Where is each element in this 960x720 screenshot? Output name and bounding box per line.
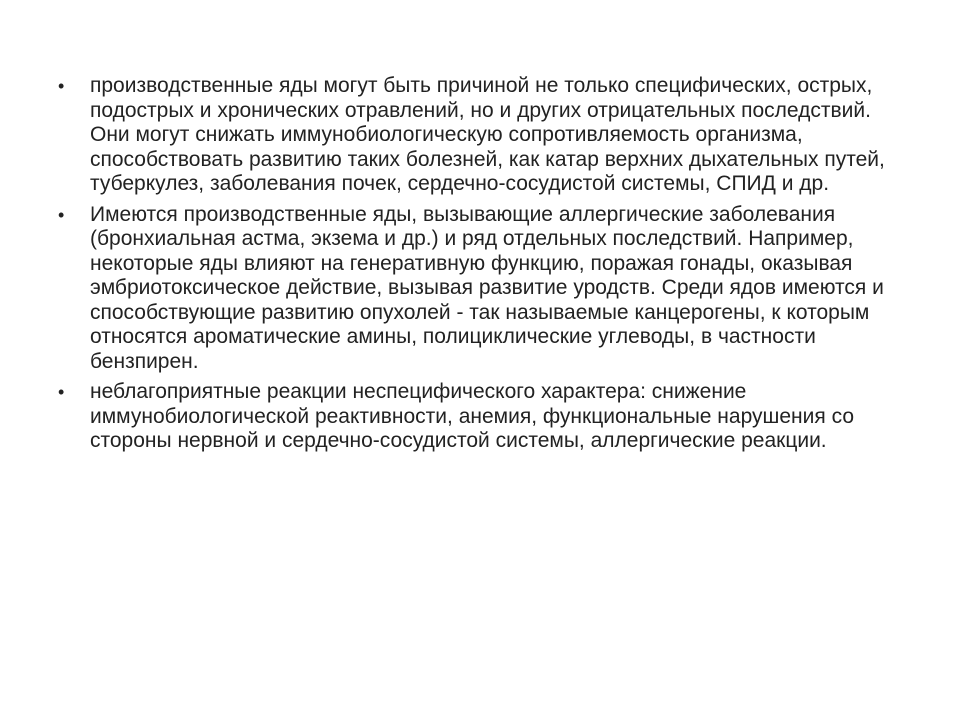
bullet-item xyxy=(56,74,916,197)
slide-content xyxy=(56,74,916,460)
bullet-icon: • xyxy=(58,76,65,96)
bullet-icon: • xyxy=(58,204,65,225)
bullet-text: неблагоприятные реакции неспецифического характера: снижение иммунобиологической реактивности, анемия, функциональные нарушения со стороны нервной и сердечно-сосудистой системы, аллергические реакции. xyxy=(90,380,854,452)
bullet-list xyxy=(56,74,916,454)
bullet-icon: • xyxy=(58,382,65,402)
bullet-text: Имеются производственные яды, вызывающие аллергические заболевания (бронхиальная астма, экзема и др.) и ряд отдельных последствий. Например, некоторые яды влияют на генеративную функцию, поражая гонады, оказывая эмбриотоксическое действие, вызывая развитие уродств. Среди ядов имеются и способствующие развитию опухолей - так называемые канцерогены, к которым относятся ароматические амины, полициклические углеводы, в частности бензпирен. xyxy=(90,202,884,373)
bullet-text: производственные яды могут быть причиной не только специфических, острых, подострых и хронических отравлений, но и других отрицательных последствий. Они могут снижать иммунобиологическую сопротивляемость организма, способствовать развитию таких болезней, как катар верхних дыхательных путей, туберкулез, заболевания почек, сердечно-сосудистой системы, СПИД и др. xyxy=(90,74,885,195)
bullet-item xyxy=(56,203,916,375)
bullet-item xyxy=(56,380,916,454)
